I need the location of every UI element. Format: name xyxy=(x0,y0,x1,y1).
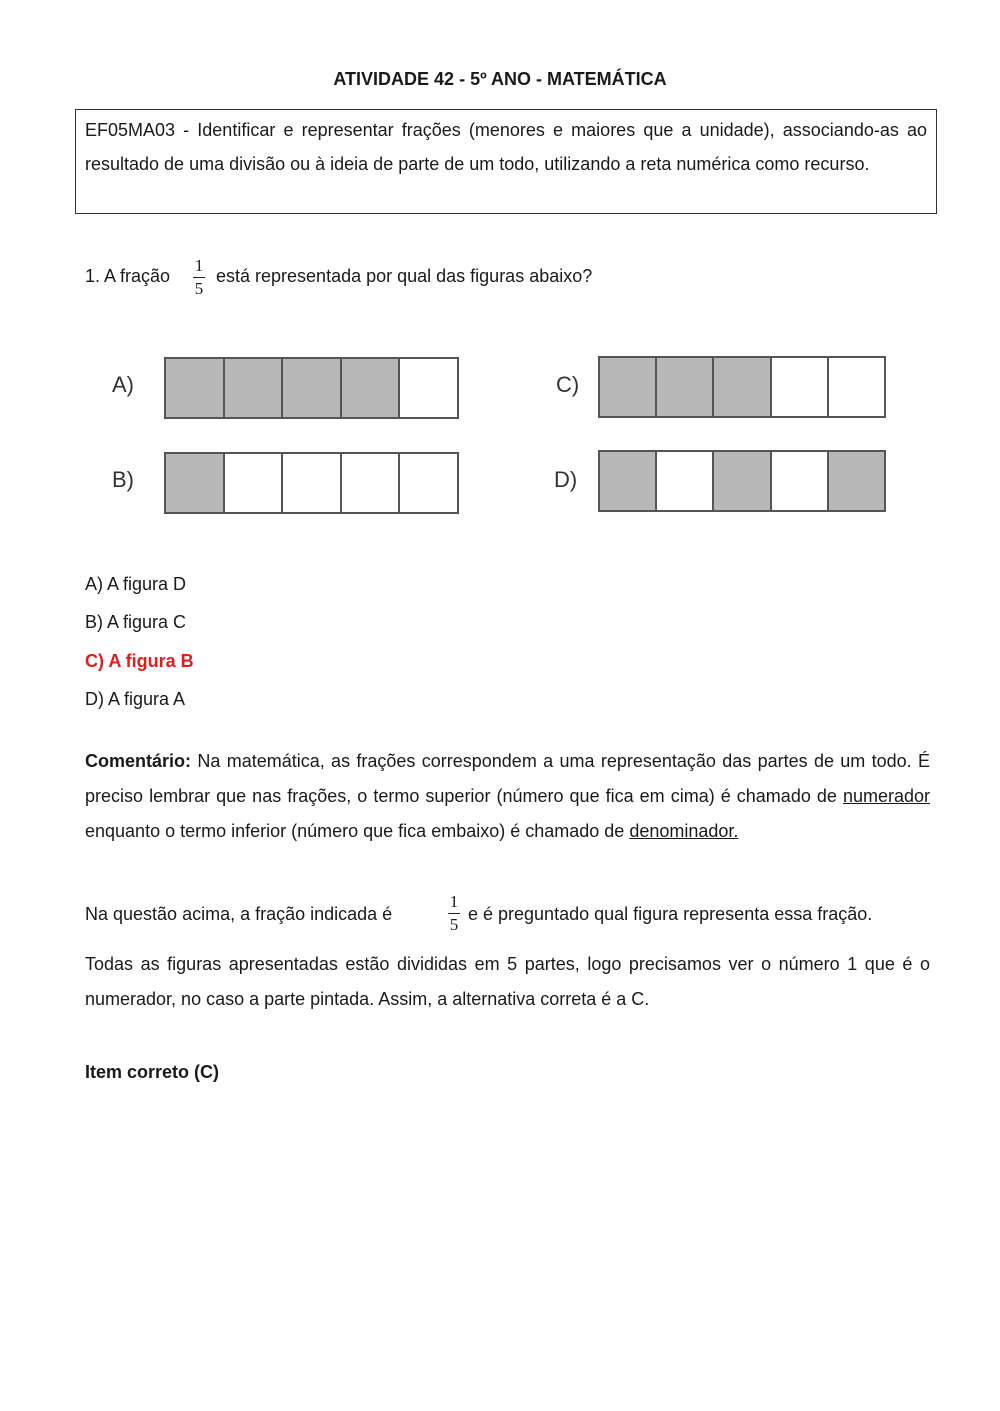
comment-fraction-bar xyxy=(448,913,460,914)
page-title: ATIVIDADE 42 - 5º ANO - MATEMÁTICA xyxy=(333,69,667,89)
figure-c-label: C) xyxy=(556,372,580,397)
correct-answer: Item correto (C) xyxy=(85,1062,220,1082)
shaded-cell xyxy=(600,358,657,416)
shaded-cell xyxy=(714,358,771,416)
term-numerador: numerador xyxy=(842,786,930,806)
option-b: B) A figura C xyxy=(85,612,187,632)
empty-cell xyxy=(829,358,884,416)
question-fraction xyxy=(189,256,209,299)
empty-cell xyxy=(283,454,342,512)
comment-fraction-numerator: 1 xyxy=(449,892,459,911)
comment-fraction xyxy=(444,892,464,935)
figure-a-label: A) xyxy=(112,372,134,397)
question-suffix: está representada por qual das figuras abaixo? xyxy=(216,266,593,286)
term-denominador: denominador. xyxy=(629,821,739,841)
comment-text-a: Na matemática, as frações correspondem a uma representação das partes de um todo. É preciso lembrar que nas frações, o termo superior (número que fica em cima) é chamado de xyxy=(85,751,930,806)
comment-paragraph xyxy=(85,744,930,849)
shaded-cell xyxy=(225,359,284,417)
figure-a xyxy=(164,357,459,419)
comment-p2-b: e é preguntado qual figura representa essa fração. xyxy=(468,904,873,924)
shaded-cell xyxy=(714,452,771,510)
figure-c xyxy=(598,356,886,418)
comment-text-b: enquanto o termo inferior (número que fica embaixo) é chamado de xyxy=(85,821,625,841)
shaded-cell xyxy=(166,359,225,417)
option-c: C) A figura B xyxy=(85,651,194,671)
comment-p2-a: Na questão acima, a fração indicada é xyxy=(85,904,393,924)
empty-cell xyxy=(400,454,457,512)
figure-b-label: B) xyxy=(112,467,134,492)
comment-fraction-denominator: 5 xyxy=(449,915,459,934)
shaded-cell xyxy=(600,452,657,510)
shaded-cell xyxy=(166,454,225,512)
figure-b xyxy=(164,452,459,514)
empty-cell xyxy=(772,358,829,416)
shaded-cell xyxy=(829,452,884,510)
comment-p3: Todas as figuras apresentadas estão divididas em 5 partes, logo precisamos ver o número 1 que é o numerador, no caso a parte pintada. Assim, a alternativa correta é a C. xyxy=(85,954,930,1009)
shaded-cell xyxy=(283,359,342,417)
empty-cell xyxy=(342,454,401,512)
question-prefix: 1. A fração xyxy=(85,266,171,286)
empty-cell xyxy=(225,454,284,512)
fraction-bar xyxy=(193,277,205,278)
option-a: A) A figura D xyxy=(85,574,187,594)
shaded-cell xyxy=(657,358,714,416)
skill-box: EF05MA03 - Identificar e representar frações (menores e maiores que a unidade), associando-as ao resultado de uma divisão ou à ideia de parte de um todo, utilizando a reta numérica como recurso. xyxy=(75,109,937,214)
empty-cell xyxy=(772,452,829,510)
shaded-cell xyxy=(342,359,401,417)
fraction-denominator: 5 xyxy=(194,279,204,298)
comment-label: Comentário: xyxy=(85,751,192,771)
option-d: D) A figura A xyxy=(85,689,186,709)
empty-cell xyxy=(400,359,457,417)
figure-d xyxy=(598,450,886,512)
figure-d-label: D) xyxy=(554,467,578,492)
fraction-numerator: 1 xyxy=(194,256,204,275)
empty-cell xyxy=(657,452,714,510)
